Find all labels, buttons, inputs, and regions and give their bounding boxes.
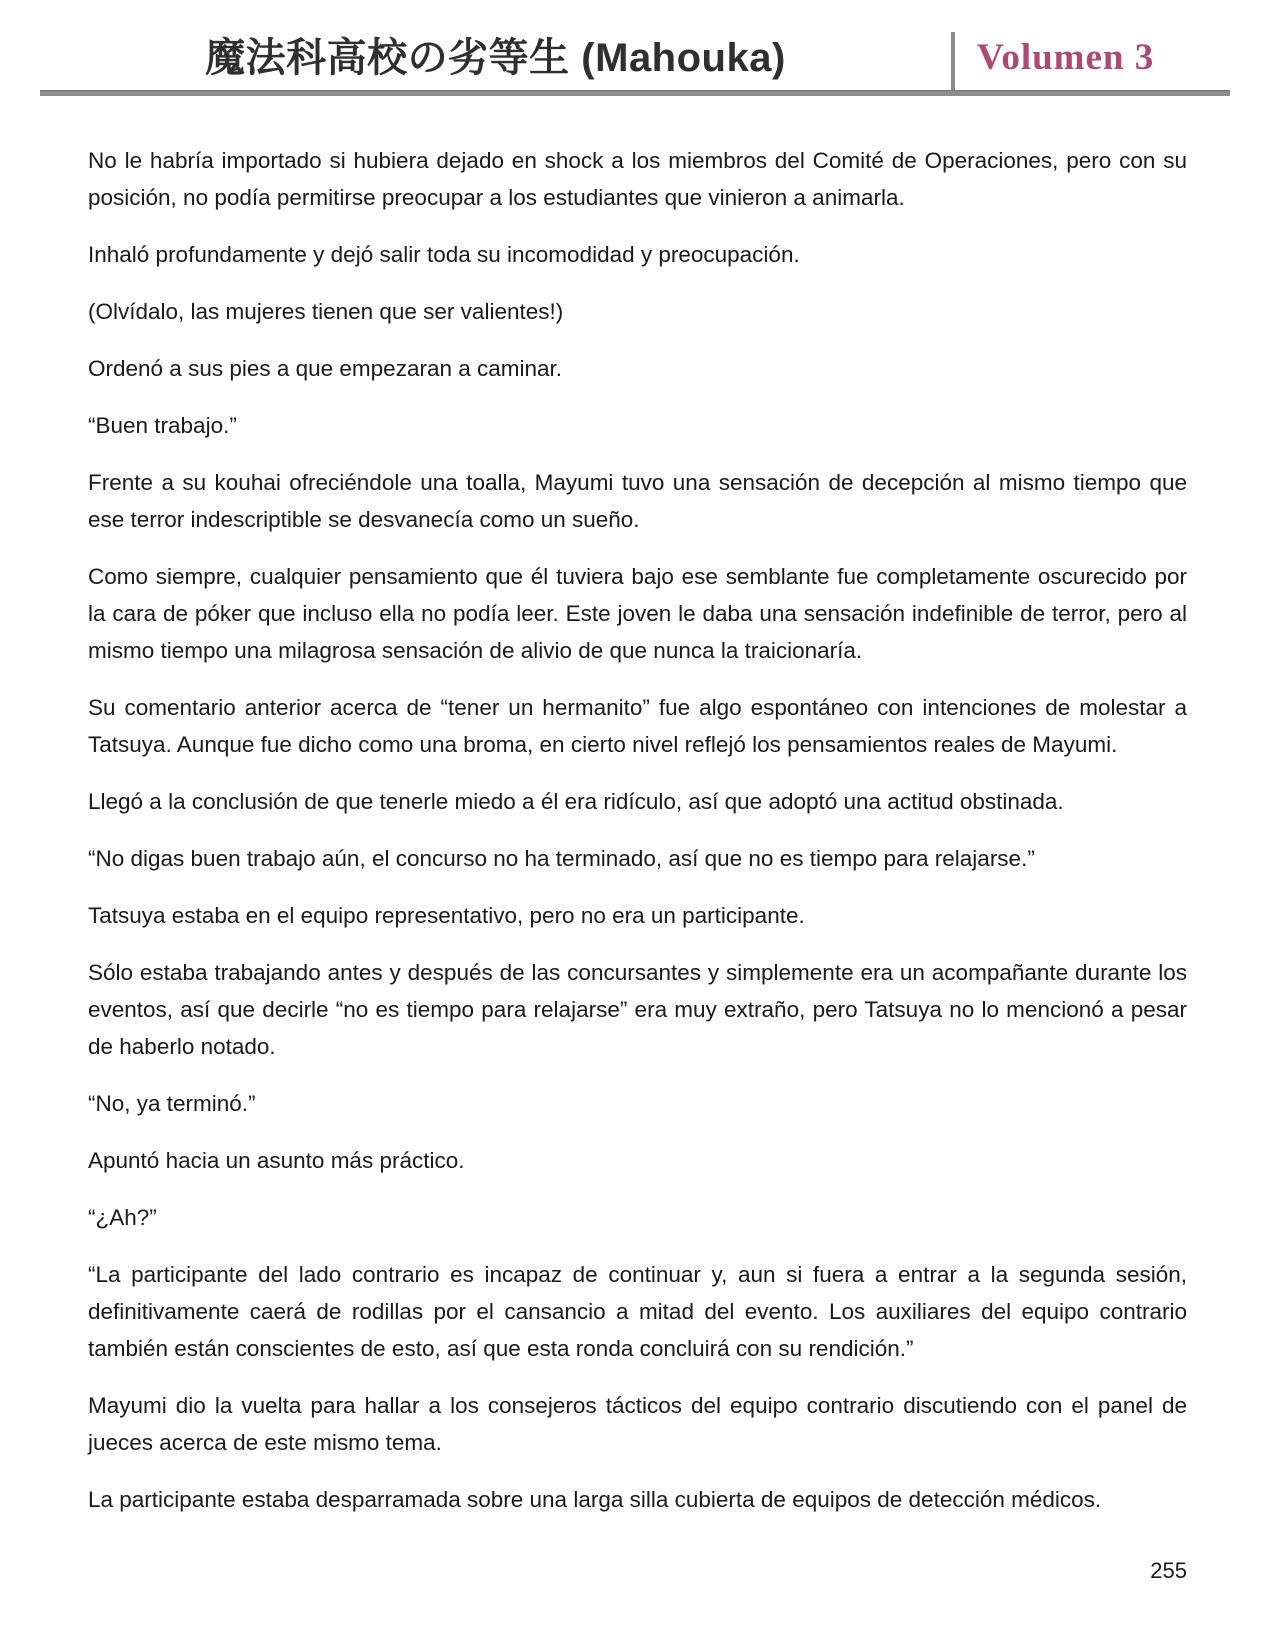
paragraph: Su comentario anterior acerca de “tener un hermanito” fue algo espontáneo con intenciones de molestar a Tatsuya. Aunque fue dicho como una broma, en cierto nivel reflejó los pensamientos reales de Mayumi. [88,695,1187,757]
paragraph: No le habría importado si hubiera dejado en shock a los miembros del Comité de Operaciones, pero con su posición, no podía permitirse preocupar a los estudiantes que vinieron a animarla. [88,148,1187,210]
paragraph: Sólo estaba trabajando antes y después de las concursantes y simplemente era un acompañante durante los eventos, así que decirle “no es tiempo para relajarse” era muy extraño, pero Tatsuya no lo mencionó a pesar de haberlo notado. [88,960,1187,1059]
paragraph: “¿Ah?” [88,1205,157,1230]
header-volume-wrap [955,36,1230,90]
paragraph: Mayumi dio la vuelta para hallar a los consejeros tácticos del equipo contrario discutiendo con el panel de jueces acerca de este mismo tema. [88,1393,1187,1455]
paragraph: Llegó a la conclusión de que tenerle miedo a él era ridículo, así que adoptó una actitud obstinada. [88,789,1064,814]
paragraph: Tatsuya estaba en el equipo representativo, pero no era un participante. [88,903,805,928]
page-header [0,0,1275,90]
paragraph: “La participante del lado contrario es incapaz de continuar y, aun si fuera a entrar a la segunda sesión, definitivamente caerá de rodillas por el cansancio a mitad del evento. Los auxiliares del equipo contrario también están conscientes de esto, así que esta ronda concluirá con su rendición.” [88,1262,1187,1361]
paragraph: “No, ya terminó.” [88,1091,256,1116]
paragraph: (Olvídalo, las mujeres tienen que ser valientes!) [88,299,564,324]
page-title: 魔法科高校の劣等生 (Mahouka) [205,36,786,80]
paragraph: “No digas buen trabajo aún, el concurso no ha terminado, así que no es tiempo para relajarse.” [88,846,1035,871]
page-footer [1150,1558,1187,1584]
paragraph: La participante estaba desparramada sobre una larga silla cubierta de equipos de detección médicos. [88,1487,1102,1512]
paragraph: Como siempre, cualquier pensamiento que él tuviera bajo ese semblante fue completamente oscurecido por la cara de póker que incluso ella no podía leer. Este joven le daba una sensación indefinible de terror, pero al mismo tiempo una milagrosa sensación de alivio de que nunca la traicionaría. [88,564,1187,663]
header-title-wrap [40,26,951,90]
paragraph: “Buen trabajo.” [88,413,237,438]
body-paragraphs [0,96,1275,1518]
volume-label: Volumen 3 [977,37,1155,78]
paragraph: Ordenó a sus pies a que empezaran a caminar. [88,356,563,381]
page-number: 255 [1150,1558,1187,1583]
paragraph: Apuntó hacia un asunto más práctico. [88,1148,465,1173]
paragraph: Frente a su kouhai ofreciéndole una toalla, Mayumi tuvo una sensación de decepción al mismo tiempo que ese terror indescriptible se desvanecía como un sueño. [88,470,1187,532]
paragraph: Inhaló profundamente y dejó salir toda su incomodidad y preocupación. [88,242,800,267]
